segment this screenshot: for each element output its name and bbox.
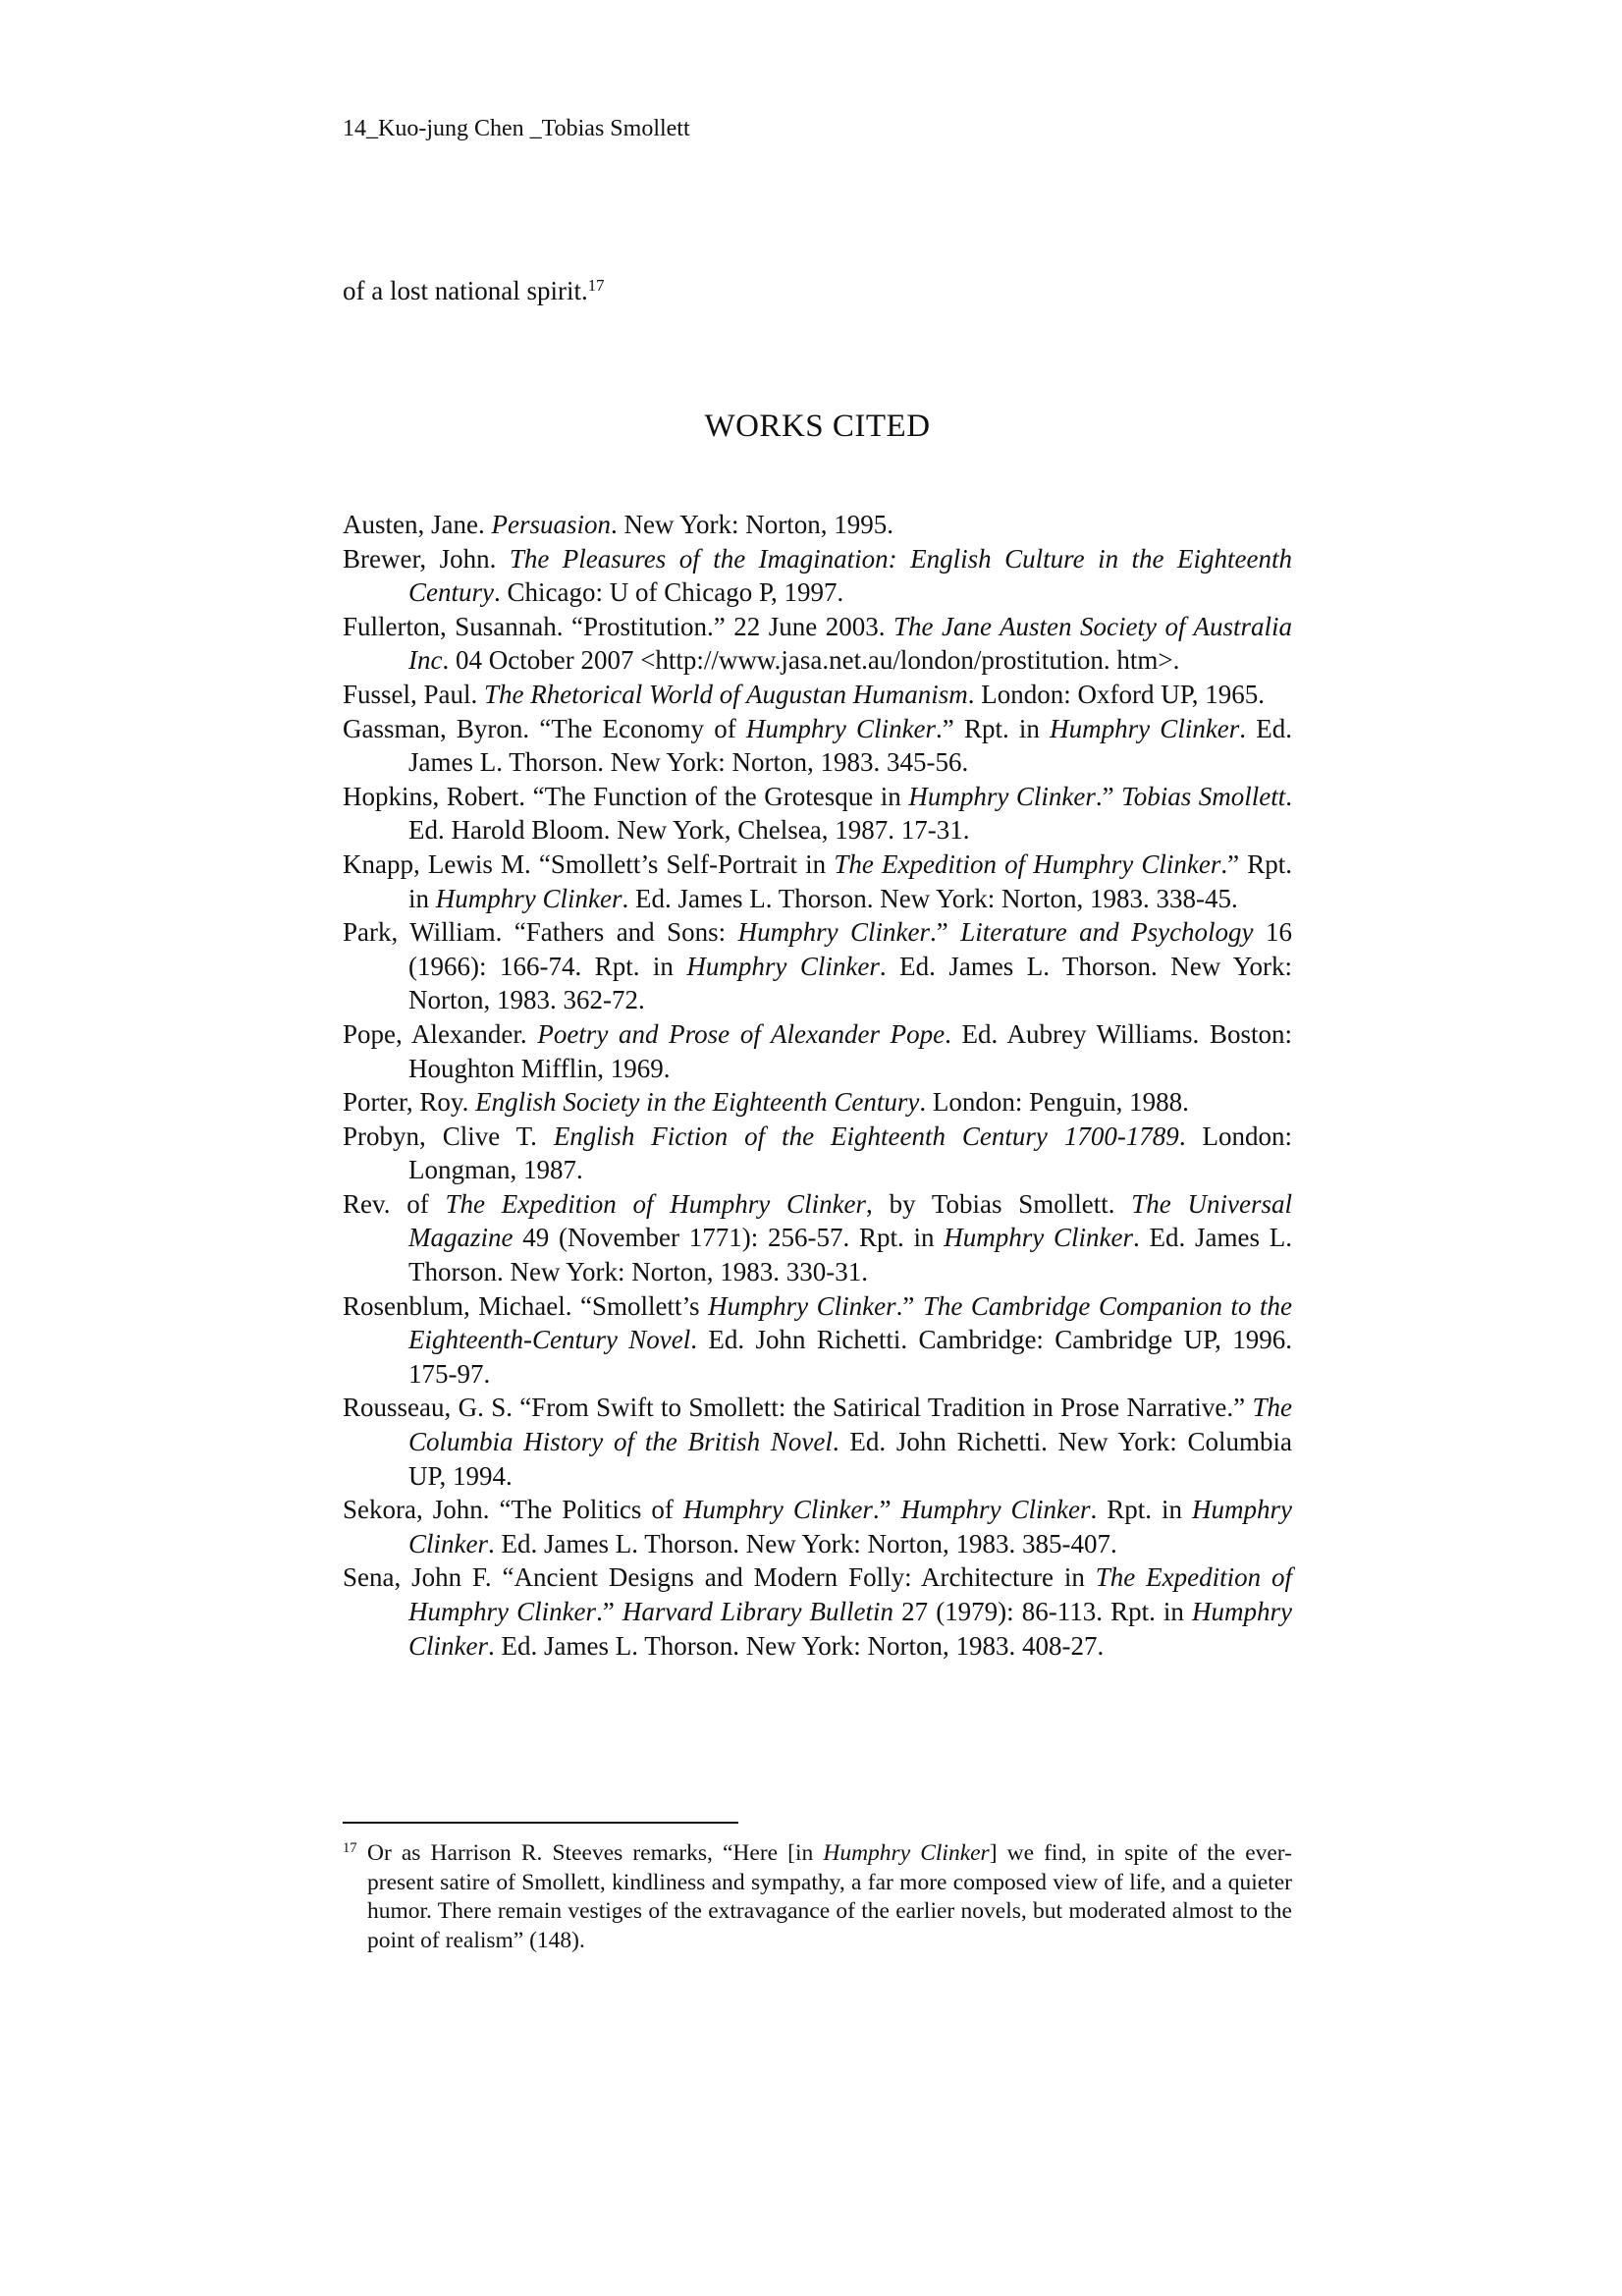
citation-entry <box>343 847 1292 915</box>
citation-entry <box>343 1085 1292 1120</box>
citation-entry <box>343 678 1292 712</box>
italic-title: The Expedition of Humphry Clinker <box>834 848 1221 879</box>
text-segment: Park, William. “Fathers and Sons: <box>343 917 738 948</box>
text-segment: Hopkins, Robert. “The Function of the Grotesque in <box>343 781 909 811</box>
text-segment: . Rpt. in <box>1090 1495 1192 1525</box>
italic-title: Humphry Clinker <box>900 1495 1091 1525</box>
italic-title: English Society in the Eighteenth Century <box>475 1087 920 1118</box>
works-cited-list <box>343 508 1292 1663</box>
italic-title: The Expedition of Humphry Clinker <box>445 1188 867 1219</box>
text-segment: Knapp, Lewis M. “Smollett’s Self-Portrait in <box>343 848 835 879</box>
text-segment: Brewer, John. <box>343 543 510 574</box>
text-segment: Or as Harrison R. Steeves remarks, “Here [in <box>367 1840 824 1866</box>
text-segment: Rev. of <box>343 1188 446 1219</box>
text-segment: .” <box>872 1495 901 1525</box>
text-segment: . Ed. James L. Thorson. New York: Norton, 1983. 338-45. <box>622 883 1238 913</box>
italic-title: Persuasion <box>491 510 611 539</box>
italic-title: Humphry Clinker <box>435 883 622 913</box>
text-segment: ] we find, in spite of the ever-present satire of Smollett, kindliness and sympathy, a far more composed view of life, and a quieter humor. There remain vestiges of the extravagance of the earlier novels, but moderated almost to the point of realism” (148). <box>367 1840 1292 1953</box>
text-segment: Probyn, Clive T. <box>343 1121 554 1151</box>
citation-entry <box>343 780 1292 847</box>
citation-entry <box>343 508 1292 542</box>
text-segment: . New York: Norton, 1995. <box>610 510 893 539</box>
text-segment: . Ed. James L. Thorson. New York: Norton, 1983. 362-72. <box>408 951 1292 1015</box>
text-segment: 16 (1966): 166-74. Rpt. in <box>408 917 1292 981</box>
citation-entry <box>343 1289 1292 1392</box>
text-segment: Rousseau, G. S. “From Swift to Smollett: the Satirical Tradition in Prose Narrative.” <box>343 1393 1253 1423</box>
italic-title: Humphry Clinker <box>1050 713 1240 743</box>
citation-entry <box>343 542 1292 610</box>
text-segment: Fullerton, Susannah. “Prostitution.” 22 June 2003. <box>343 611 894 641</box>
citation-entry <box>343 1017 1292 1085</box>
text-segment: . Ed. James L. Thorson. New York: Norton, 1983. 385-407. <box>488 1528 1117 1558</box>
text-segment: .” Rpt. in <box>408 848 1292 913</box>
footnote-number-label: 17 <box>343 1840 357 1856</box>
text-segment: . Chicago: U of Chicago P, 1997. <box>494 577 844 608</box>
italic-title: Literature and Psychology <box>960 917 1254 948</box>
citation-entry <box>343 1493 1292 1560</box>
italic-title: Humphry Clinker <box>823 1840 990 1866</box>
text-segment: Sena, John F. “Ancient Designs and Modern Folly: Architecture in <box>343 1562 1096 1593</box>
italic-title: The Pleasures of the Imagination: English Culture in the Eighteenth Century <box>408 543 1292 608</box>
italic-title: Tobias Smollett <box>1121 781 1286 811</box>
text-segment: . London: Longman, 1987. <box>408 1121 1292 1185</box>
text-segment: Fussel, Paul. <box>343 679 485 709</box>
text-segment: 27 (1979): 86-113. Rpt. in <box>893 1597 1192 1626</box>
italic-title: Humphry Clinker <box>944 1223 1133 1253</box>
citation-entry <box>343 712 1292 780</box>
italic-title: The Jane Austen Society of Australia Inc <box>408 611 1292 676</box>
italic-title: Humphry Clinker <box>708 1290 896 1321</box>
italic-title: Humphry Clinker <box>908 781 1096 811</box>
italic-title: Harvard Library Bulletin <box>622 1597 894 1626</box>
italic-title: The Columbia History of the British Novel <box>408 1393 1292 1457</box>
italic-title: Humphry Clinker <box>737 917 931 948</box>
text-segment: Austen, Jane. <box>343 510 492 539</box>
italic-title: The Cambridge Companion to the Eighteenth-Century Novel <box>408 1290 1293 1355</box>
body-text: of a lost national spirit. <box>343 276 588 305</box>
italic-title: Humphry Clinker <box>682 1495 873 1525</box>
italic-title: Humphry Clinker <box>686 951 880 981</box>
text-segment: . Ed. James L. Thorson. New York: Norton, 1983. 345-56. <box>408 713 1292 778</box>
italic-title: English Fiction of the Eighteenth Century 1700-1789 <box>553 1121 1179 1151</box>
text-segment: . Ed. James L. Thorson. New York: Norton, 1983. 408-27. <box>488 1630 1105 1661</box>
italic-title: The Universal Magazine <box>408 1188 1293 1253</box>
text-segment: 49 (November 1771): 256-57. Rpt. in <box>513 1223 945 1253</box>
footnote-reference[interactable]: 17 <box>587 275 605 295</box>
text-segment: Sekora, John. “The Politics of <box>343 1495 683 1525</box>
italic-title: Humphry Clinker <box>408 1495 1292 1558</box>
citation-entry <box>343 1560 1292 1663</box>
text-segment: . Ed. John Richetti. Cambridge: Cambridge UP, 1996. 175-97. <box>408 1325 1292 1389</box>
text-segment: . 04 October 2007 <http://www.jasa.net.au/london/prostitution. htm>. <box>442 645 1180 676</box>
italic-title: Humphry Clinker <box>745 713 937 743</box>
body-text-line <box>343 274 604 307</box>
text-segment: . London: Penguin, 1988. <box>919 1087 1189 1118</box>
footnote-rule <box>343 1822 738 1824</box>
text-segment: .” <box>596 1597 622 1626</box>
text-segment: . Ed. James L. Thorson. New York: Norton, 1983. 330-31. <box>408 1223 1292 1287</box>
footnote <box>343 1839 1292 1955</box>
citation-entry <box>343 1187 1292 1289</box>
text-segment: Pope, Alexander. <box>343 1018 538 1049</box>
text-segment: .” Rpt. in <box>936 713 1051 743</box>
footnote-number <box>343 1839 367 1869</box>
citation-entry <box>343 610 1292 678</box>
citation-entry <box>343 915 1292 1017</box>
italic-title: Poetry and Prose of Alexander Pope <box>537 1018 946 1049</box>
text-segment: .” <box>930 917 961 948</box>
italic-title: The Expedition of Humphry Clinker <box>408 1562 1293 1626</box>
text-segment: . London: Oxford UP, 1965. <box>967 679 1266 709</box>
text-segment: .” <box>895 1290 923 1321</box>
text-segment: Gassman, Byron. “The Economy of <box>343 713 746 743</box>
italic-title: The Rhetorical World of Augustan Humanism <box>484 679 968 709</box>
text-segment: .” <box>1095 781 1122 811</box>
text-segment: , by Tobias Smollett. <box>866 1188 1132 1219</box>
text-segment: Porter, Roy. <box>343 1087 476 1118</box>
section-title: WORKS CITED <box>704 409 931 444</box>
italic-title: Humphry Clinker <box>408 1597 1292 1661</box>
citation-entry <box>343 1120 1292 1187</box>
text-segment: . Ed. Aubrey Williams. Boston: Houghton Mifflin, 1969. <box>408 1018 1292 1083</box>
citation-entry <box>343 1391 1292 1493</box>
text-segment: . Ed. Harold Bloom. New York, Chelsea, 1987. 17-31. <box>408 781 1292 846</box>
running-head: 14_Kuo-jung Chen _Tobias Smollett <box>343 116 690 141</box>
text-segment: . Ed. John Richetti. New York: Columbia UP, 1994. <box>408 1427 1292 1491</box>
text-segment: Rosenblum, Michael. “Smollett’s <box>343 1290 709 1321</box>
